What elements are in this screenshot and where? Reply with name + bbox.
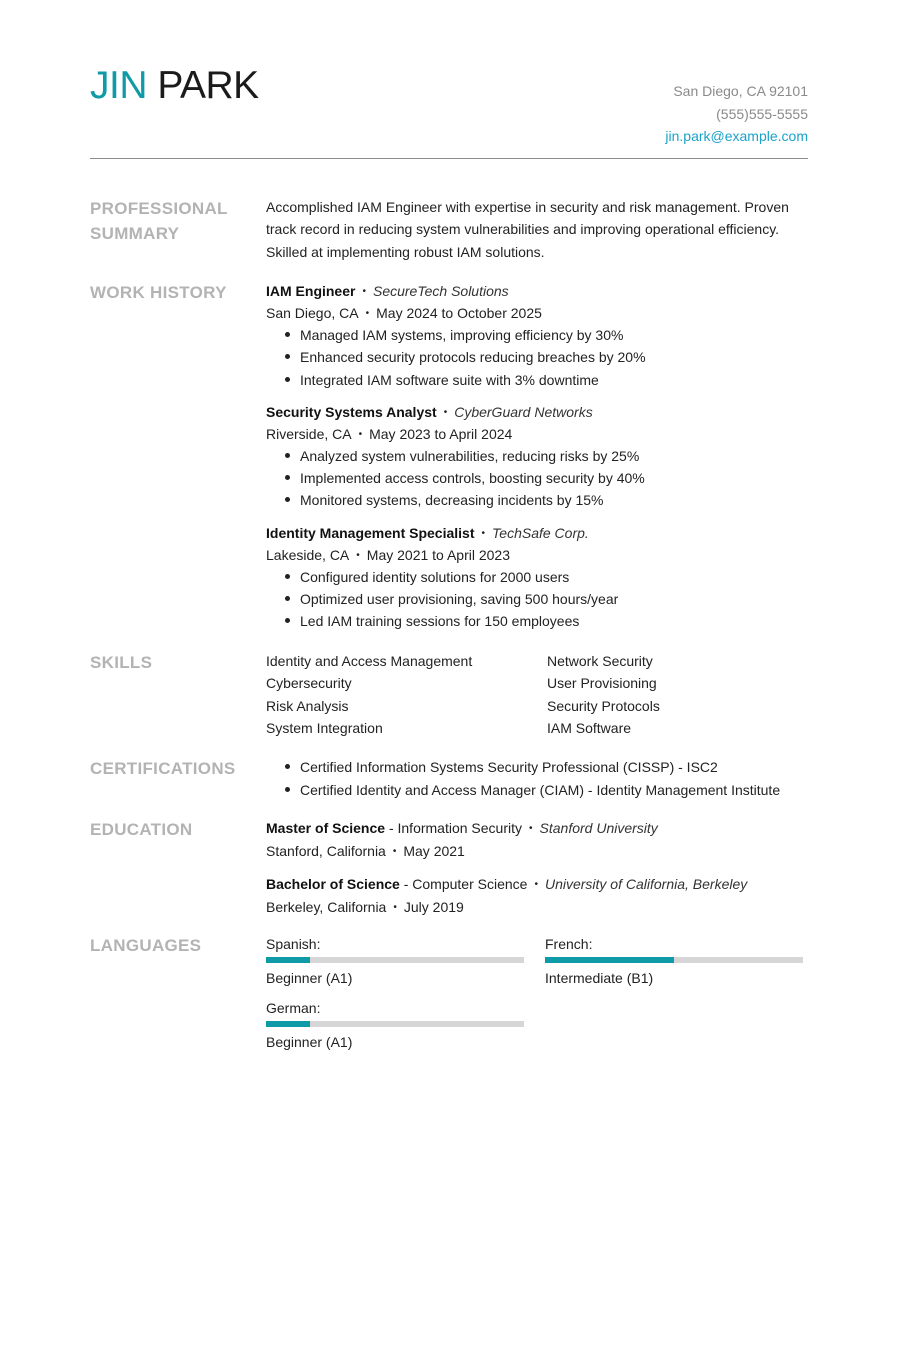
graduation-date: May 2021: [403, 843, 465, 859]
skill-item: IAM Software: [547, 719, 632, 736]
job-bullet: Enhanced security protocols reducing breaches by 20%: [284, 346, 811, 368]
skills-title: SKILLS: [90, 653, 153, 672]
school-location: Berkeley, California: [266, 899, 387, 915]
graduation-date: July 2019: [403, 899, 464, 915]
job-bullet: Optimized user provisioning, saving 500 hours/year: [284, 588, 811, 610]
job-dates: May 2023 to April 2024: [369, 425, 513, 442]
field-of-study: - Information Security: [385, 820, 522, 836]
job-role: IAM Engineer: [266, 283, 356, 299]
job-bullet: Integrated IAM software suite with 3% downtime: [284, 369, 811, 391]
skill-item: Identity and Access Management: [266, 653, 473, 669]
proficiency-bar: [545, 957, 803, 963]
job-dates: May 2021 to April 2023: [366, 546, 511, 563]
education-entry: Master of Science - Information Security • Stanford University Stanford, California • May 2021: [266, 820, 658, 859]
skill-item: Risk Analysis: [266, 697, 349, 714]
job-company: SecureTech Solutions: [372, 283, 509, 299]
work-history-body: [266, 280, 811, 643]
language-level: Beginner (A1): [266, 970, 353, 986]
job-location: Lakeside, CA: [266, 546, 350, 563]
summary-text: Accomplished IAM Engineer with expertise in security and risk management. Proven track record in reducing system vulnerabilities and improving operational efficiency. Skilled at implementing robust IAM solutions.: [266, 199, 789, 260]
language-name: German:: [266, 1000, 321, 1016]
proficiency-fill: [545, 957, 674, 963]
degree: Master of Science: [266, 820, 386, 836]
school-location: Stanford, California: [266, 843, 386, 859]
contact-info: [665, 80, 808, 148]
skill-item: Cybersecurity: [266, 675, 352, 692]
proficiency-bar: [266, 957, 524, 963]
language-level: Intermediate (B1): [545, 970, 654, 986]
education-title: EDUCATION: [90, 820, 193, 839]
language-item: [266, 997, 545, 1055]
job-location: Riverside, CA: [266, 425, 352, 442]
header-divider: [90, 158, 808, 159]
summary-title: PROFESSIONAL SUMMARY: [90, 199, 228, 243]
language-item: [545, 933, 805, 991]
job-entry: IAM Engineer • SecureTech Solutions San Diego, CA • May 2024 to October 2025 Managed IAM systems, improving efficiency by 30% Enhanced security protocols reducing breaches by 20% Integrated IAM software suite with 3% downtime: [266, 280, 811, 391]
job-role: Identity Management Specialist: [266, 524, 475, 541]
phone: (555)555-5555: [716, 105, 808, 122]
language-name: Spanish:: [266, 936, 321, 952]
first-name: JIN: [90, 64, 147, 107]
last-name: PARK: [157, 64, 259, 107]
skill-item: Security Protocols: [547, 697, 660, 714]
skill-item: User Provisioning: [547, 675, 657, 692]
job-bullet: Managed IAM systems, improving efficiency by 30%: [284, 324, 811, 346]
certifications-title: CERTIFICATIONS: [90, 759, 236, 778]
field-of-study: - Computer Science: [399, 876, 528, 892]
job-bullet: Monitored systems, decreasing incidents by 15%: [284, 489, 811, 511]
job-bullet: Implemented access controls, boosting security by 40%: [284, 467, 811, 489]
candidate-name: [90, 62, 259, 110]
skills-list: [266, 650, 811, 739]
job-role: Security Systems Analyst: [266, 403, 437, 420]
email-link[interactable]: jin.park@example.com: [665, 128, 808, 144]
job-dates: May 2024 to October 2025: [376, 305, 542, 321]
job-company: TechSafe Corp.: [492, 524, 589, 541]
job-bullet: Led IAM training sessions for 150 employees: [284, 610, 811, 632]
proficiency-fill: [266, 1021, 310, 1027]
proficiency-bar: [266, 1021, 524, 1027]
job-entry: Identity Management Specialist • TechSafe Corp. Lakeside, CA • May 2021 to April 2023 Configured identity solutions for 2000 users Optimized user provisioning, saving 500 hours/year Led IAM training sessions for 150 employees: [266, 522, 811, 633]
degree: Bachelor of Science: [266, 876, 400, 892]
address: San Diego, CA 92101: [673, 83, 808, 99]
job-entry: Security Systems Analyst • CyberGuard Networks Riverside, CA • May 2023 to April 2024 Analyzed system vulnerabilities, reducing risks by 25% Implemented access controls, boosting security by 40% Monitored systems, decreasing incidents by 15%: [266, 401, 811, 512]
language-item: [266, 933, 545, 991]
education-entry: Bachelor of Science - Computer Science • University of California, Berkeley Berkeley, California • July 2019: [266, 876, 748, 915]
school: Stanford University: [539, 820, 658, 836]
certification-item: Certified Identity and Access Manager (CIAM) - Identity Management Institute: [284, 779, 811, 802]
job-company: CyberGuard Networks: [454, 403, 593, 420]
languages-list: [266, 933, 811, 1055]
education-body: [266, 817, 811, 929]
work-history-title: WORK HISTORY: [90, 283, 227, 302]
certifications-body: [266, 756, 811, 802]
skill-item: System Integration: [266, 719, 383, 736]
job-bullet: Analyzed system vulnerabilities, reducing risks by 25%: [284, 445, 811, 467]
certification-item: Certified Information Systems Security Professional (CISSP) - ISC2: [284, 756, 811, 779]
job-location: San Diego, CA: [266, 305, 359, 321]
language-name: French:: [545, 936, 593, 952]
skill-item: Network Security: [547, 653, 653, 669]
job-bullet: Configured identity solutions for 2000 users: [284, 566, 811, 588]
school: University of California, Berkeley: [544, 876, 748, 892]
languages-title: LANGUAGES: [90, 936, 202, 955]
language-level: Beginner (A1): [266, 1034, 353, 1050]
proficiency-fill: [266, 957, 310, 963]
